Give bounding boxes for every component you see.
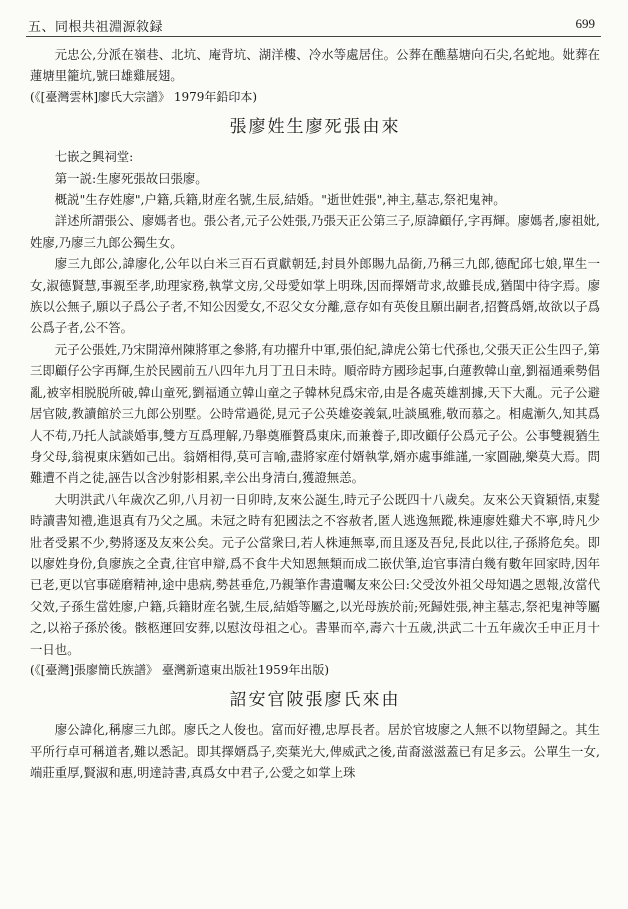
section1-line-4: 詳述所謂張公、廖媽者也。張公者,元子公姓張,乃張天正公第三子,原諱顧仔,字再輝。廖媽者,廖祖妣,姓廖,乃廖三九郎公獨生女。 [30,213,600,250]
section1-paragraph-3: 大明洪武八年歲次乙卯,八月初一日卯時,友來公誕生,時元子公既四十八歲矣。友來公天資穎悟,束髮時讀書知禮,進退真有乃父之風。未冠之時有犯國法之不容赦者,匿人逃逸無蹤,株連廖姓雞犬不寧,時凡少壯者受累不少,勢將逐及友來公矣。元子公當衆曰,若人株連無辜,而且逐及吾兒,長此以往,子孫將危矣。即以廖姓身份,負廖族之全責,往官申辯,爲不食牛犬知恩無類而成二嵌伏筆,迨官事清白幾有數年回家時,因年已老,更以官事磋磨精神,途中患病,勢甚垂危,乃親筆作書遺囑友來公曰:父受汝外祖父母知遇之恩報,汝當代父效,子孫生當姓廖,户籍,兵籍財産名號,生辰,結婚等屬之,以光母族於前;死歸姓張,神主墓志,祭祀鬼神等屬之,以裕子孫於後。骸柩運回安葬,以慰汝母祖之心。書畢而卒,壽六十五歲,洪武二十五年歲次壬申正月十一日也。 [30,491,600,657]
page-header [26,14,601,37]
section-heading-1: 張廖姓生廖死張由來 [229,117,401,138]
section1-line-1: 七嵌之興祠堂: [54,149,134,165]
section1-line-2: 第一説:生廖死張故曰張廖。 [54,170,208,186]
source-citation-2: (《[臺灣]張廖簡氏族譜》 臺灣新遠東出版社1959年出版) [30,662,330,677]
page-number: 699 [575,16,595,31]
section1-paragraph-2: 元子公張姓,乃宋開漳州陳將軍之參將,有功擢升中軍,張伯紀,諱虎公第七代孫也,父張天正公生四子,第三即顧仔公字再輝,生於民國前五八四年九月丁丑日未時。順帝時方國珍起事,白蓮教韓山童,劉福通乘勢倡亂,被宰相脱脱所破,韓山童死,劉福通立韓山童之子韓林兒爲宋帝,由是各處英雄割據,天下大亂。元子公避居官陂,教讀館於三九郎公别墅。公時常過從,見元子公英雄姿義氣,吐談風雅,敬而慕之。相處漸久,知其爲人不苟,乃托人試談婚事,雙方互爲理解,乃舉奠雁贅爲東床,而兼養子,即改顧仔公爲元子公。公事雙親猶生身父母,翁視東床猶如己出。翁婿相得,莫可言喻,盡將家産付婿執掌,婿亦處事維謹,一家圓融,樂莫大焉。問難遭不肖之徒,誣告以含沙射影相累,幸公出身清白,獲證無恙。 [30,341,600,486]
section-heading-2: 詔安官陂張廖氏來由 [229,690,401,711]
source-citation-1: (《[臺灣雲林]廖氏大宗譜》 1979年鉛印本) [30,89,258,104]
section1-paragraph-1: 廖三九郎公,諱廖化,公年以白米三百石貢獻朝廷,封員外郎賜九品銜,乃稱三九郎,德配邱七娘,單生一女,淑德賢慧,事親至孝,助理家務,執掌文房,父母愛如掌上明珠,因而擇婿苛求,故雖長成,猶閨中待字焉。廖族以公無子,願以子爲公子者,不知公因愛女,不忍父女分離,意存如有英俊且願出嗣者,招贅爲婿,故欲以子爲公爲子者,公不答。 [30,256,600,336]
section2-paragraph: 廖公諱化,稱廖三九郎。廖氏之人俊也。富而好禮,忠厚長者。居於官坡廖之人無不以物望歸之。其生平所行卓可稱道者,難以悉記。即其擇婿爲子,奕葉光大,俾威武之後,苗裔滋滋蓋已有足多云。公單生一女,端莊重厚,賢淑和惠,明達詩書,真爲女中君子,公愛之如掌上珠 [30,722,600,781]
section1-line-3: 概説"生存姓廖",户籍,兵籍,財産名號,生辰,結婚。"逝世姓張",神主,墓志,祭祀鬼神。 [54,192,506,208]
page-body [30,44,600,784]
intro-paragraph: 元忠公,分派在嶺巷、北坑、庵背坑、湖洋樓、冷水等處居住。公葬在醮墓塘向石尖,名蛇地。妣葬在蓮塘里籠坑,號曰雄雞展翅。 [30,47,600,84]
running-title: 五、同根共祖淵源敘録 [28,20,164,35]
